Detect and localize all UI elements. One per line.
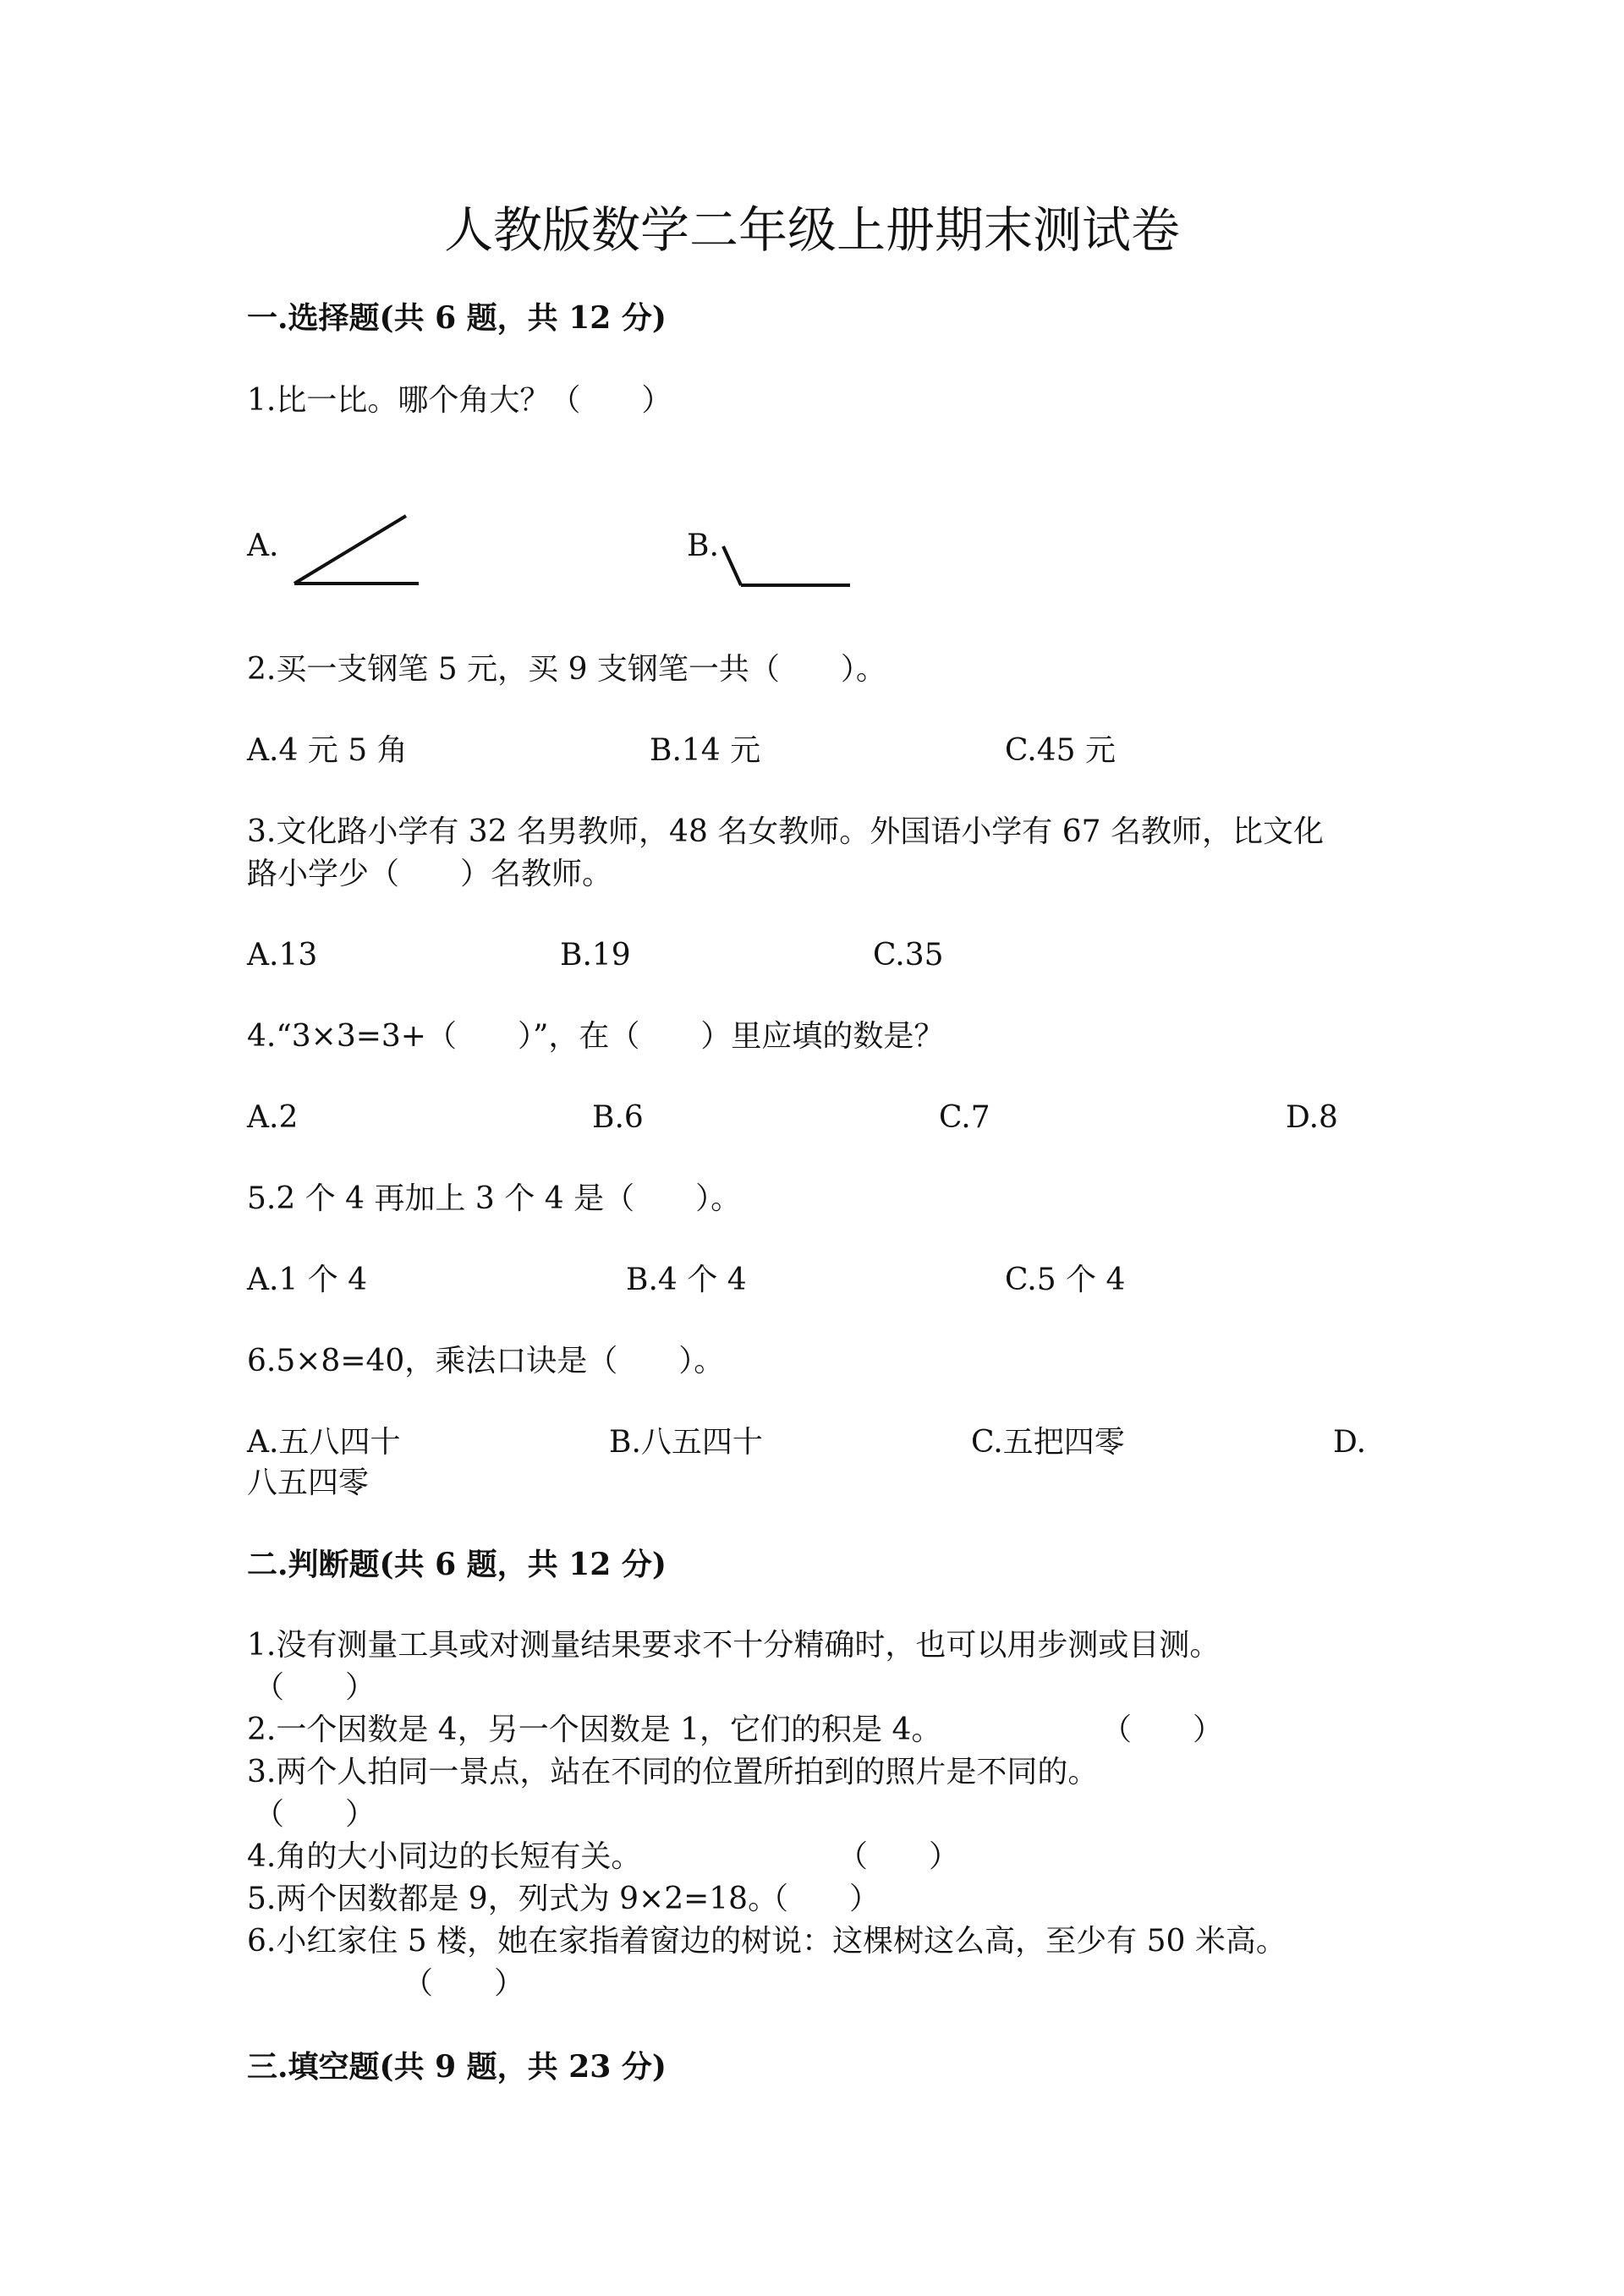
judgement-5-blank: （ ） [758, 1882, 881, 1916]
question-2-option-a: A.4 元 5 角 [247, 733, 408, 768]
judgement-6-blank: （ ） [403, 1966, 525, 2001]
question-3-option-c: C.35 [873, 938, 944, 973]
question-5-option-c: C.5 个 4 [1005, 1263, 1126, 1297]
angle-b-figure [719, 541, 854, 592]
judgement-2-blank: （ ） [1101, 1712, 1224, 1747]
question-1-option-a: A. [247, 529, 279, 563]
question-5-option-b: B.4 个 4 [626, 1263, 747, 1297]
question-4-stem: 4.“3×3=3+（ ）”，在（ ）里应填的数是？ [247, 1019, 945, 1054]
judgement-3-blank: （ ） [254, 1797, 376, 1832]
question-2-option-c: C.45 元 [1005, 733, 1116, 768]
judgement-3-text: 3.两个人拍同一景点，站在不同的位置所拍到的照片是不同的。 [247, 1755, 1099, 1789]
question-6-option-b: B.八五四十 [609, 1425, 763, 1460]
question-5-stem: 5.2 个 4 再加上 3 个 4 是（ ）。 [247, 1181, 742, 1216]
question-3-stem-line1: 3.文化路小学有 32 名男教师，48 名女教师。外国语小学有 67 名教师，比文化 [247, 814, 1324, 849]
question-2-stem: 2.买一支钢笔 5 元，买 9 支钢笔一共（ ）。 [247, 652, 886, 687]
section-heading-judgement: 二.判断题(共 6 题，共 12 分) [247, 1547, 667, 1582]
question-5-option-a: A.1 个 4 [247, 1263, 368, 1297]
question-6-option-a: A.五八四十 [247, 1425, 401, 1460]
angle-a-ray-upper [294, 516, 406, 584]
question-4-option-a: A.2 [247, 1100, 299, 1135]
page-title: 人教版数学二年级上册期末测试卷 [443, 201, 1180, 259]
question-4-option-b: B.6 [592, 1100, 644, 1135]
question-4-option-c: C.7 [939, 1100, 990, 1135]
judgement-6-text: 6.小红家住 5 楼，她在家指着窗边的树说：这棵树这么高，至少有 50 米高。 [247, 1924, 1287, 1959]
judgement-1-text: 1.没有测量工具或对测量结果要求不十分精确时，也可以用步测或目测。 [247, 1628, 1221, 1663]
judgement-2-text: 2.一个因数是 4，另一个因数是 1，它们的积是 4。 [247, 1712, 942, 1747]
question-6-option-d-letter: D. [1333, 1425, 1367, 1460]
question-1-option-b: B. [687, 529, 719, 563]
section-heading-fill-in: 三.填空题(共 9 题，共 23 分) [247, 2049, 667, 2085]
question-3-stem-line2: 路小学少（ ）名教师。 [247, 857, 613, 891]
section-heading-choice: 一.选择题(共 6 题，共 12 分) [247, 300, 667, 336]
question-6-option-d-text: 八五四零 [247, 1466, 370, 1500]
judgement-5-text: 5.两个因数都是 9，列式为 9×2=18。 [247, 1882, 779, 1916]
question-6-stem: 6.5×8=40，乘法口诀是（ ）。 [247, 1344, 725, 1378]
question-1-stem: 1.比一比。哪个角大？（ ） [247, 383, 672, 418]
question-3-option-b: B.19 [560, 938, 631, 973]
angle-a-figure [288, 507, 423, 589]
judgement-4-text: 4.角的大小同边的长短有关。 [247, 1839, 642, 1874]
question-6-option-c: C.五把四零 [971, 1425, 1125, 1460]
judgement-1-blank: （ ） [254, 1670, 376, 1705]
question-4-option-d: D.8 [1286, 1100, 1338, 1135]
judgement-4-blank: （ ） [837, 1839, 960, 1874]
question-3-option-a: A.13 [247, 938, 318, 973]
question-2-option-b: B.14 元 [650, 733, 761, 768]
angle-b-ray-upper [723, 546, 741, 585]
